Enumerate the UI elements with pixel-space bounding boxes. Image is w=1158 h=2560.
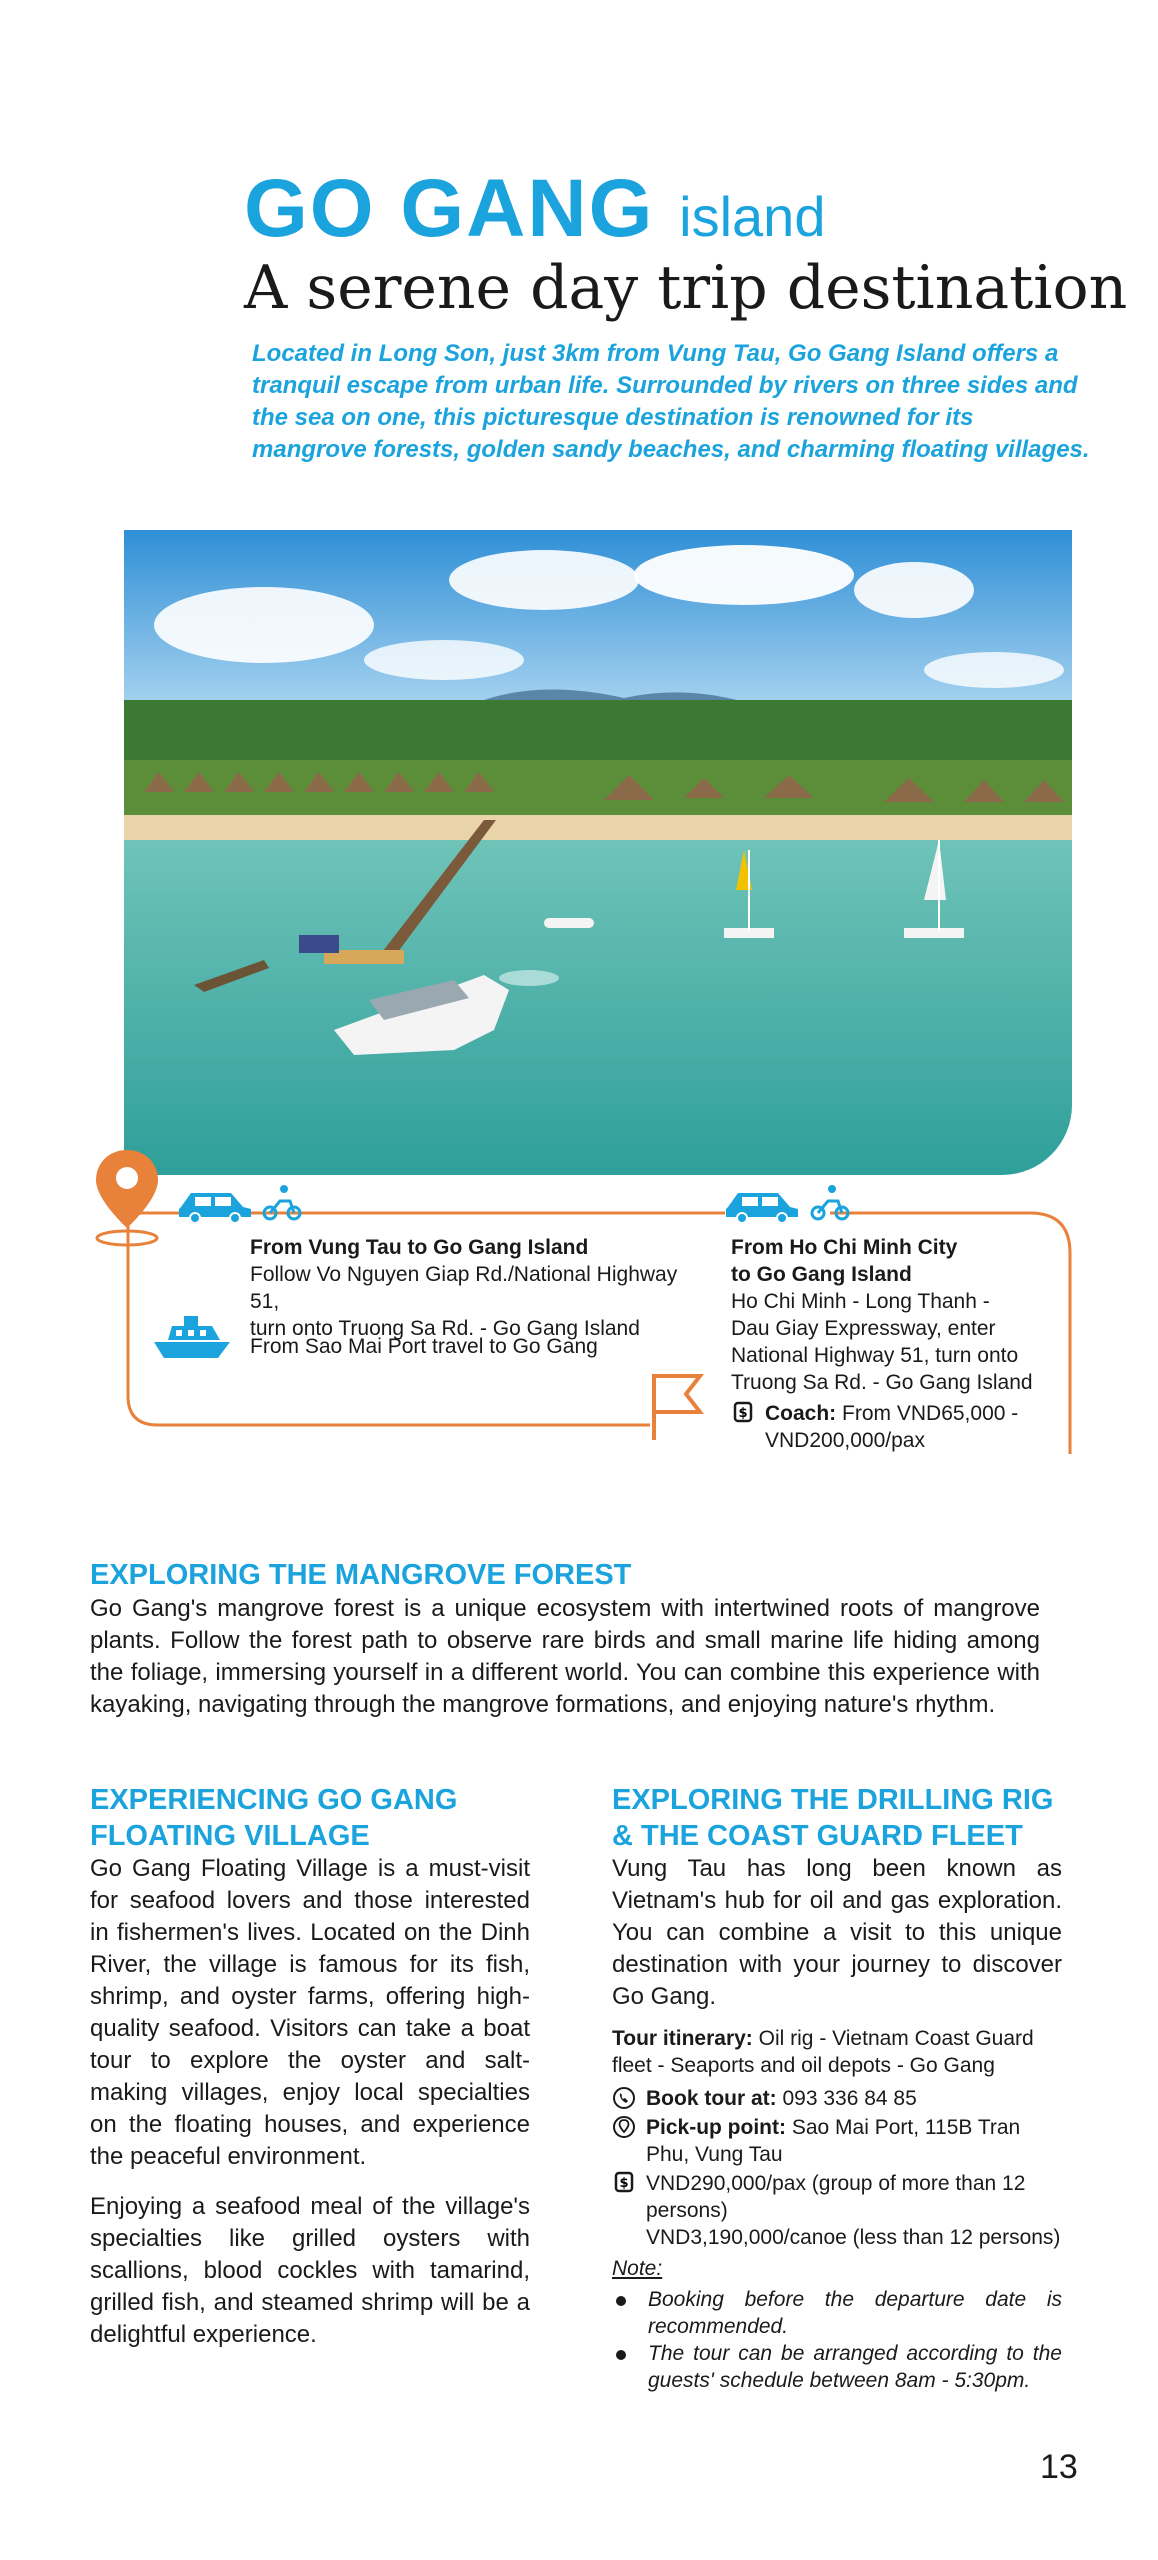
note-item: Booking before the departure date is recommended. (612, 2286, 1062, 2340)
bullet-icon (616, 2350, 626, 2360)
motorbike-icon (262, 1183, 302, 1223)
route-hcmc-line4: Truong Sa Rd. - Go Gang Island (731, 1371, 1033, 1394)
village-body (90, 1853, 530, 2351)
page-number: 13 (1040, 2448, 1078, 2486)
route-hcmc-line2: Dau Giay Expressway, enter (731, 1317, 996, 1340)
book-value[interactable]: 093 336 84 85 (782, 2087, 917, 2110)
island-photo (124, 530, 1072, 1175)
rig-heading-line1: EXPLORING THE DRILLING RIG (612, 1784, 1054, 1816)
mangrove-heading: EXPLORING THE MANGROVE FOREST (90, 1559, 632, 1591)
price-pax: VND290,000/pax (group of more than 12 persons) (646, 2172, 1026, 2222)
note-label: Note: (612, 2257, 663, 2280)
title-main: GO GANG (244, 163, 655, 254)
route-vung-tau (250, 1234, 700, 1342)
itinerary-label: Tour itinerary: (612, 2027, 753, 2050)
coach-price (731, 1400, 1041, 1454)
village-heading-line2: FLOATING VILLAGE (90, 1820, 370, 1852)
book-tour (612, 2085, 1062, 2112)
location-pin-icon (92, 1148, 162, 1248)
pickup-point (612, 2114, 1062, 2168)
note-item: The tour can be arranged according to the guests' schedule between 8am - 5:30pm. (612, 2340, 1062, 2394)
phone-icon (612, 2085, 636, 2109)
svg-text:$: $ (619, 2176, 629, 2191)
book-label: Book tour at: (646, 2087, 777, 2110)
village-heading (90, 1782, 550, 1854)
route-hcmc-title1: From Ho Chi Minh City (731, 1236, 958, 1259)
money-icon (612, 2170, 636, 2194)
coach-label: Coach: (765, 1402, 837, 1425)
mangrove-body: Go Gang's mangrove forest is a unique ecosystem with intertwined roots of mangrove plants. Follow the forest path to observe rare birds and small marine life hiding among the foliage, immersing yourself in a different world. You can combine this experience with kayaking, navigating through the mangrove formations, and enjoying nature's rhythm. (90, 1595, 1040, 1718)
route-hcmc-title2: to Go Gang Island (731, 1263, 912, 1286)
motorbike-icon (810, 1183, 850, 1223)
village-body1: Go Gang Floating Village is a must-visit for seafood lovers and those interested in fishermen's lives. Located on the Dinh River, the village is famous for its fish, shrimp, and oyster farms, offering high-quality seafood. Visitors can take a boat tour to explore the oyster and salt-making villages, enjoy local specialties on the floating houses, and experience the peaceful environment. (90, 1855, 530, 2170)
route-hcmc (731, 1234, 1041, 1454)
village-heading-line1: EXPERIENCING GO GANG (90, 1784, 458, 1816)
route-vung-tau-title: From Vung Tau to Go Gang Island (250, 1236, 589, 1259)
coach-value: From VND65,000 - (842, 1402, 1019, 1425)
car-icon (722, 1185, 802, 1223)
route-hcmc-line3: National Highway 51, turn onto (731, 1344, 1019, 1367)
page-subtitle: A serene day trip destination (244, 253, 1128, 323)
note-list (612, 2286, 1062, 2394)
svg-text:$: $ (738, 1406, 748, 1421)
car-icon (175, 1185, 255, 1223)
page-title (244, 163, 826, 254)
pickup-value: Sao Mai Port, 115B Tran Phu, Vung Tau (646, 2116, 1021, 2166)
money-icon (731, 1400, 755, 1424)
route-boat: From Sao Mai Port travel to Go Gang (250, 1335, 598, 1358)
flag-icon (648, 1370, 708, 1445)
rig-heading (612, 1782, 1072, 1854)
intro-text: Located in Long Son, just 3km from Vung Tau, Go Gang Island offers a tranquil escape from urban life. Surrounded by rivers on three sides and the sea on one, this picturesque destination is renowned for its mangrove forests, golden sandy beaches, and charming floating villages. (252, 340, 1090, 463)
price-canoe: VND3,190,000/canoe (less than 12 persons) (646, 2226, 1061, 2249)
itinerary-value: Oil rig - Vietnam Coast Guard fleet - Seaports and oil depots - Go Gang (612, 2027, 1034, 2077)
pickup-label: Pick-up point: (646, 2116, 786, 2139)
rig-heading-line2: & THE COAST GUARD FLEET (612, 1820, 1023, 1852)
rig-body: Vung Tau has long been known as Vietnam's hub for oil and gas exploration. You can combine a visit to this unique destination with your journey to discover Go Gang. (612, 1855, 1062, 2010)
bullet-icon (616, 2296, 626, 2306)
tour-itinerary (612, 2025, 1062, 2079)
pin-icon (612, 2114, 636, 2138)
rig-content (612, 1853, 1062, 2394)
route-vung-tau-line2: turn onto Truong Sa Rd. - Go Gang Island (250, 1317, 640, 1340)
title-small: island (679, 185, 826, 248)
coach-value2: VND200,000/pax (765, 1429, 925, 1452)
tour-price (612, 2170, 1062, 2251)
ship-icon (150, 1310, 236, 1365)
route-hcmc-line1: Ho Chi Minh - Long Thanh - (731, 1290, 990, 1313)
village-body2: Enjoying a seafood meal of the village's specialties like grilled oysters with scallions, blood cockles with tamarind, grilled fish, and steamed shrimp will be a delightful experience. (90, 2193, 530, 2348)
route-vung-tau-line1: Follow Vo Nguyen Giap Rd./National Highway 51, (250, 1263, 678, 1313)
